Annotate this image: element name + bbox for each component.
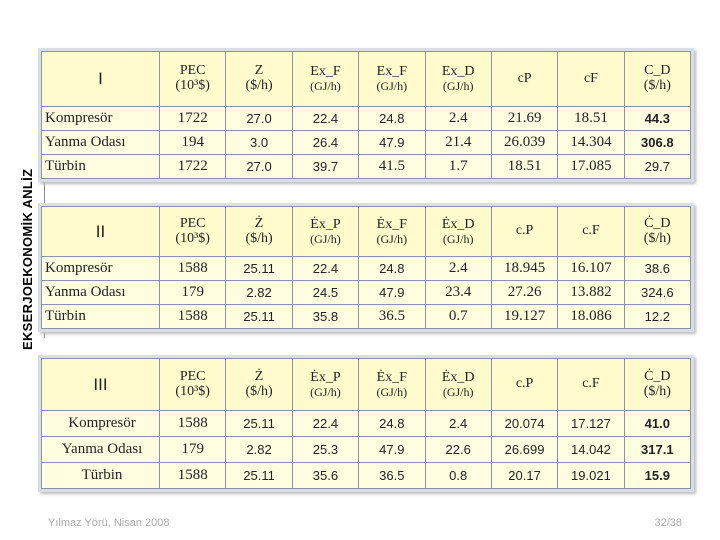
- cell: 26.4: [292, 131, 358, 155]
- col-header-cd: Ċ_D ($/h): [624, 359, 690, 411]
- table-row: [42, 305, 691, 329]
- cell: 2.82: [226, 437, 292, 463]
- table-row: [42, 107, 691, 131]
- table-row: [42, 155, 691, 179]
- roman-label: II: [42, 207, 160, 257]
- cell: 16.107: [558, 257, 624, 281]
- cell: 179: [160, 281, 226, 305]
- footer-page-number: 32/38: [654, 517, 682, 529]
- col-header-z: Ż ($/h): [226, 207, 292, 257]
- cell: 47.9: [359, 437, 425, 463]
- cell: 306.8: [624, 131, 690, 155]
- cell: 19.021: [558, 463, 624, 489]
- cell: 25.11: [226, 411, 292, 437]
- cell: 22.4: [292, 411, 358, 437]
- cell: 35.6: [292, 463, 358, 489]
- cell: 23.4: [425, 281, 491, 305]
- cell: 27.0: [226, 155, 292, 179]
- table-scenario-1: [38, 48, 694, 182]
- col-header-exd: Ex_D (GJ/h): [425, 52, 491, 107]
- row-label: Kompresör: [42, 107, 160, 131]
- cell: 1588: [160, 411, 226, 437]
- cell: 26.699: [491, 437, 557, 463]
- cell: 14.304: [558, 131, 624, 155]
- cell: 41.0: [624, 411, 690, 437]
- cell: 47.9: [359, 131, 425, 155]
- col-header-exp: Ėx_P (GJ/h): [292, 359, 358, 411]
- cell: 20.17: [491, 463, 557, 489]
- cell: 19.127: [491, 305, 557, 329]
- roman-label: I: [42, 52, 160, 107]
- cell: 25.11: [226, 305, 292, 329]
- col-header-z: Ż ($/h): [226, 359, 292, 411]
- cell: 27.26: [491, 281, 557, 305]
- cell: 324.6: [624, 281, 690, 305]
- row-label: Türbin: [42, 155, 160, 179]
- cell: 25.11: [226, 257, 292, 281]
- cell: 27.0: [226, 107, 292, 131]
- cell: 14.042: [558, 437, 624, 463]
- col-header-pec: PEC (10³$): [160, 207, 226, 257]
- cell: 17.127: [558, 411, 624, 437]
- roman-label: III: [42, 359, 160, 411]
- cell: 26.039: [491, 131, 557, 155]
- col-header-exd: Ėx_D (GJ/h): [425, 207, 491, 257]
- cell: 2.4: [425, 257, 491, 281]
- cell: 41.5: [359, 155, 425, 179]
- cell: 22.6: [425, 437, 491, 463]
- row-label: Kompresör: [42, 257, 160, 281]
- cell: 47.9: [359, 281, 425, 305]
- cell: 18.945: [491, 257, 557, 281]
- col-header-z: Z ($/h): [226, 52, 292, 107]
- col-header-cp: c.P: [491, 207, 557, 257]
- cell: 25.11: [226, 463, 292, 489]
- cell: 2.4: [425, 411, 491, 437]
- cell: 22.4: [292, 107, 358, 131]
- slide-side-title: EKSERJOEKONOMİK ANLİZ: [20, 168, 35, 350]
- cell: 12.2: [624, 305, 690, 329]
- cell: 24.5: [292, 281, 358, 305]
- table-scenario-2: [38, 203, 694, 332]
- col-header-cp: cP: [491, 52, 557, 107]
- col-header-cd: Ċ_D ($/h): [624, 207, 690, 257]
- col-header-cp: c.P: [491, 359, 557, 411]
- col-header-cf: cF: [558, 52, 624, 107]
- col-header-exd: Ėx_D (GJ/h): [425, 359, 491, 411]
- row-label: Yanma Odası: [42, 437, 160, 463]
- cell: 18.51: [491, 155, 557, 179]
- table-row: [42, 411, 691, 437]
- cell: 317.1: [624, 437, 690, 463]
- cell: 1722: [160, 155, 226, 179]
- cell: 29.7: [624, 155, 690, 179]
- col-header-cf: c.F: [558, 207, 624, 257]
- cell: 22.4: [292, 257, 358, 281]
- cell: 20.074: [491, 411, 557, 437]
- cell: 179: [160, 437, 226, 463]
- row-label: Kompresör: [42, 411, 160, 437]
- cell: 24.8: [359, 107, 425, 131]
- cell: 2.82: [226, 281, 292, 305]
- cell: 38.6: [624, 257, 690, 281]
- cell: 24.8: [359, 257, 425, 281]
- cell: 2.4: [425, 107, 491, 131]
- cell: 25.3: [292, 437, 358, 463]
- cell: 21.4: [425, 131, 491, 155]
- table-row: [42, 281, 691, 305]
- col-header-cf: c.F: [558, 359, 624, 411]
- cell: 194: [160, 131, 226, 155]
- cell: 1.7: [425, 155, 491, 179]
- col-header-exp: Ėx_P (GJ/h): [292, 207, 358, 257]
- cell: 1588: [160, 257, 226, 281]
- cell: 1588: [160, 463, 226, 489]
- row-label: Yanma Odası: [42, 281, 160, 305]
- cell: 1588: [160, 305, 226, 329]
- col-header-pec: PEC (10³$): [160, 359, 226, 411]
- table-row: [42, 131, 691, 155]
- table-row: [42, 463, 691, 489]
- table-row: [42, 437, 691, 463]
- table-row: [42, 257, 691, 281]
- row-label: Yanma Odası: [42, 131, 160, 155]
- footer-author-date: Yılmaz Yörü, Nisan 2008: [48, 517, 170, 529]
- cell: 44.3: [624, 107, 690, 131]
- col-header-exf2: Ex_F (GJ/h): [359, 52, 425, 107]
- cell: 18.51: [558, 107, 624, 131]
- cell: 35.8: [292, 305, 358, 329]
- cell: 36.5: [359, 463, 425, 489]
- cell: 15.9: [624, 463, 690, 489]
- row-label: Türbin: [42, 305, 160, 329]
- col-header-pec: PEC (10³$): [160, 52, 226, 107]
- table-scenario-3: [38, 355, 694, 492]
- cell: 39.7: [292, 155, 358, 179]
- col-header-exf1: Ex_F (GJ/h): [292, 52, 358, 107]
- cell: 21.69: [491, 107, 557, 131]
- cell: 17.085: [558, 155, 624, 179]
- cell: 1722: [160, 107, 226, 131]
- cell: 13.882: [558, 281, 624, 305]
- cell: 18.086: [558, 305, 624, 329]
- col-header-exf: Ėx_F (GJ/h): [359, 207, 425, 257]
- cell: 0.7: [425, 305, 491, 329]
- col-header-exf: Ėx_F (GJ/h): [359, 359, 425, 411]
- col-header-cd: C_D ($/h): [624, 52, 690, 107]
- cell: 3.0: [226, 131, 292, 155]
- row-label: Türbin: [42, 463, 160, 489]
- cell: 0.8: [425, 463, 491, 489]
- cell: 24.8: [359, 411, 425, 437]
- cell: 36.5: [359, 305, 425, 329]
